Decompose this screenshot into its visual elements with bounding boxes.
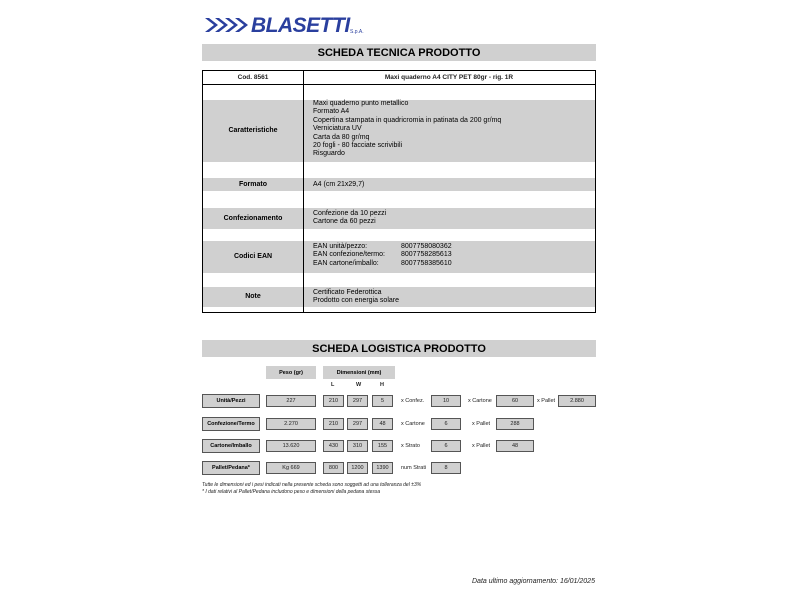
- section-value: A4 (cm 21x29,7): [313, 181, 365, 188]
- column-divider: [303, 71, 304, 312]
- last-updated: Data ultimo aggiornamento: 16/01/2025: [472, 578, 595, 585]
- extra-value: 48: [496, 440, 534, 452]
- weight-cell: 2.270: [266, 418, 316, 430]
- ean-code: 8007758285613: [401, 251, 452, 259]
- extra-label: x Confez.: [401, 398, 425, 404]
- dimensions-header: Dimensioni (mm): [323, 366, 395, 379]
- row-label: Cartone/Imballo: [202, 439, 260, 453]
- ean-values: [401, 243, 452, 268]
- extra-label: x Pallet: [472, 421, 491, 427]
- line: Certificato Federottica: [313, 289, 382, 296]
- product-name: Maxi quaderno A4 CITY PET 80gr - rig. 1R: [303, 71, 595, 85]
- dim-w-cell: 1200: [347, 462, 368, 474]
- extra-label: x Pallet: [537, 398, 556, 404]
- row-label: Pallet/Pedana*: [202, 461, 260, 475]
- line: Carta da 80 gr/mq: [313, 133, 370, 141]
- extra-value: 288: [496, 418, 534, 430]
- dim-w-cell: 297: [347, 395, 368, 407]
- extra-label: num Strati: [401, 465, 427, 471]
- section-value: [313, 100, 501, 159]
- dim-l-cell: 800: [323, 462, 344, 474]
- dim-h-cell: 1390: [372, 462, 393, 474]
- dim-h-cell: 5: [372, 395, 393, 407]
- dim-l-cell: 430: [323, 440, 344, 452]
- extra-label: x Cartone: [401, 421, 425, 427]
- tolerance-note: Tutte le dimensioni ed i pesi indicati nella presente scheda sono soggetti ad una tolleranza del ±3%: [202, 482, 422, 488]
- logistics-title: SCHEDA LOGISTICA PRODOTTO: [202, 340, 596, 357]
- dim-col-h: H: [380, 382, 384, 388]
- ean-code: 8007758080362: [401, 243, 452, 250]
- dim-l-cell: 210: [323, 395, 344, 407]
- section-label: Confezionamento: [223, 215, 283, 222]
- section-label: Codici EAN: [233, 253, 273, 260]
- brand-name: BLASETTI: [251, 14, 350, 37]
- section-label: Note: [245, 293, 261, 300]
- product-code: Cod. 8561: [203, 71, 303, 85]
- section-value: [313, 210, 386, 227]
- extra-value: 6: [431, 440, 461, 452]
- extra-value: 10: [431, 395, 461, 407]
- pallet-note: * I dati relativi al Pallet/Pedana includono peso e dimensioni della pedana stessa: [202, 489, 381, 495]
- extra-value: 60: [496, 395, 534, 407]
- section-value: [313, 289, 399, 306]
- weight-cell: Kg 669: [266, 462, 316, 474]
- dim-w-cell: 297: [347, 418, 368, 430]
- extra-label: x Cartone: [468, 398, 492, 404]
- line: EAN unità/pezzo:: [313, 243, 368, 250]
- line: EAN cartone/imballo:: [313, 259, 379, 267]
- line: Confezione da 10 pezzi: [313, 210, 387, 217]
- line: Cartone da 60 pezzi: [313, 218, 376, 226]
- tech-table: [202, 70, 596, 313]
- line: Risguardo: [313, 150, 345, 158]
- line: Formato A4: [313, 108, 350, 116]
- dim-w-cell: 310: [347, 440, 368, 452]
- line: 20 fogli - 80 facciate scrivibili: [313, 142, 403, 150]
- weight-cell: 227: [266, 395, 316, 407]
- line: Verniciatura UV: [313, 125, 362, 133]
- row-label: Confezione/Termo: [202, 417, 260, 431]
- ean-labels: [313, 243, 385, 268]
- extra-value: 6: [431, 418, 461, 430]
- section-label: Caratteristiche: [228, 127, 278, 134]
- weight-header: Peso (gr): [266, 366, 316, 379]
- extra-value: 8: [431, 462, 461, 474]
- line: Maxi quaderno punto metallico: [313, 100, 409, 107]
- weight-cell: 13.620: [266, 440, 316, 452]
- dim-l-cell: 210: [323, 418, 344, 430]
- brand-suffix: S.p.A.: [350, 29, 364, 35]
- dim-col-l: L: [331, 382, 335, 388]
- dim-h-cell: 155: [372, 440, 393, 452]
- section-label: Formato: [239, 181, 267, 188]
- extra-label: x Pallet: [472, 443, 491, 449]
- row-label: Unità/Pezzi: [202, 394, 260, 408]
- ean-code: 8007758385610: [401, 259, 452, 267]
- tech-sheet-title: SCHEDA TECNICA PRODOTTO: [202, 44, 596, 61]
- extra-value: 2.880: [558, 395, 596, 407]
- logo-chevrons-icon: [205, 18, 249, 32]
- dim-h-cell: 48: [372, 418, 393, 430]
- dim-col-w: W: [356, 382, 362, 388]
- extra-label: x Strato: [401, 443, 420, 449]
- line: Prodotto con energia solare: [313, 297, 399, 305]
- line: EAN confezione/termo:: [313, 251, 385, 259]
- line: Copertina stampata in quadricromia in patinata da 200 gr/mq: [313, 116, 502, 124]
